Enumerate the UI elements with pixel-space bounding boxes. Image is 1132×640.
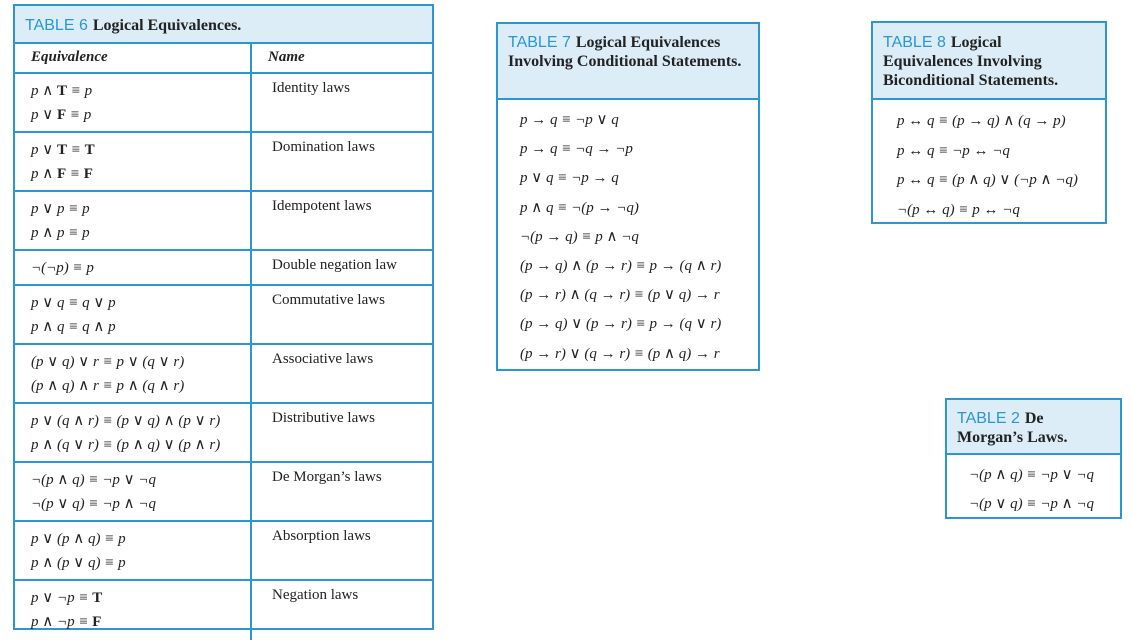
table-row <box>15 286 432 345</box>
equivalence-formula: ¬(p ∧ q) ≡ ¬p ∨ ¬q <box>969 467 1094 483</box>
law-name-cell: Idempotent laws <box>272 198 372 214</box>
equivalence-cell <box>15 251 252 284</box>
table-row <box>15 522 432 581</box>
equivalence-formula: (p ∨ q) ∨ r ≡ p ∨ (q ∨ r) <box>31 354 185 370</box>
table-6-logical-equivalences <box>13 4 434 630</box>
equivalence-formula: p ∧ ¬p ≡ F <box>31 614 102 630</box>
equivalence-formula: p ∨ q ≡ q ∨ p <box>31 295 116 311</box>
equivalence-formula: p ∨ (q ∧ r) ≡ (p ∨ q) ∧ (p ∨ r) <box>31 413 221 429</box>
equivalence-formula: p ∨ T ≡ T <box>31 142 95 158</box>
equivalence-cell <box>15 581 252 640</box>
equivalence-formula: p ∨ q ≡ ¬p → q <box>520 170 619 187</box>
equivalence-formula: ¬(¬p) ≡ p <box>31 260 94 276</box>
law-name-cell: Double negation law <box>272 257 397 273</box>
table-7-header <box>498 24 758 100</box>
equivalence-formula: ¬(p ∨ q) ≡ ¬p ∧ ¬q <box>969 496 1094 512</box>
equivalence-cell <box>15 133 252 190</box>
table-row <box>15 192 432 251</box>
equivalence-formula: p ∨ p ≡ p <box>31 201 90 217</box>
table-7-body <box>498 100 758 369</box>
table-8-body <box>873 100 1105 225</box>
table-8-tag: TABLE 8 <box>883 34 946 51</box>
equivalence-formula: ¬(p → q) ≡ p ∧ ¬q <box>520 228 639 245</box>
law-name-cell: De Morgan’s laws <box>272 469 382 485</box>
table-2-de-morgans-laws <box>945 398 1122 519</box>
law-name-cell: Commutative laws <box>272 292 385 308</box>
equivalence-formula: p ∧ (p ∨ q) ≡ p <box>31 555 126 571</box>
table-2-header <box>947 400 1120 455</box>
equivalence-formula: (p → q) ∨ (p → r) ≡ p → (q ∨ r) <box>520 316 722 333</box>
table-7-caption: Logical Equivalences Involving Conditional Statements. <box>508 34 742 70</box>
table-row <box>15 74 432 133</box>
table-2-body <box>947 455 1120 519</box>
equivalence-formula: p ↔ q ≡ (p → q) ∧ (q → p) <box>897 113 1066 129</box>
table-6-header <box>15 6 432 44</box>
table-8-biconditional-equivalences <box>871 21 1107 224</box>
table-row <box>15 463 432 522</box>
equivalence-cell <box>15 404 252 461</box>
law-name-cell: Identity laws <box>272 80 350 96</box>
equivalence-formula: (p → q) ∧ (p → r) ≡ p → (q ∧ r) <box>520 258 722 275</box>
table-6-tag: TABLE 6 <box>25 17 88 34</box>
equivalence-formula: (p → r) ∨ (q → r) ≡ (p ∧ q) → r <box>520 345 720 362</box>
table-8-header <box>873 23 1105 100</box>
equivalence-formula: p ∨ (p ∧ q) ≡ p <box>31 531 126 547</box>
equivalence-formula: p ∧ F ≡ F <box>31 166 93 182</box>
equivalence-formula: p ↔ q ≡ ¬p ↔ ¬q <box>897 142 1010 159</box>
table-row <box>15 133 432 192</box>
equivalence-formula: p ∨ F ≡ p <box>31 107 92 123</box>
equivalence-formula: p ∧ T ≡ p <box>31 83 93 99</box>
table-7-tag: TABLE 7 <box>508 34 571 51</box>
equivalence-formula: p ∧ p ≡ p <box>31 225 90 241</box>
equivalence-formula: (p → r) ∧ (q → r) ≡ (p ∨ q) → r <box>520 287 720 304</box>
table-row <box>15 251 432 286</box>
equivalence-formula: ¬(p ∧ q) ≡ ¬p ∨ ¬q <box>31 472 156 488</box>
equivalence-formula: p ↔ q ≡ (p ∧ q) ∨ (¬p ∧ ¬q) <box>897 172 1078 188</box>
table-8-caption: Logical Equivalences Involving Biconditional Statements. <box>883 34 1059 89</box>
table-row <box>15 404 432 463</box>
equivalence-cell <box>15 463 252 520</box>
equivalence-formula: (p ∧ q) ∧ r ≡ p ∧ (q ∧ r) <box>31 378 185 394</box>
law-name-cell: Absorption laws <box>272 528 371 544</box>
equivalence-formula: p ∧ q ≡ ¬(p → ¬q) <box>520 199 639 216</box>
equivalence-cell <box>15 192 252 249</box>
column-header-name: Name <box>268 49 305 65</box>
equivalence-formula: p ∨ ¬p ≡ T <box>31 590 103 606</box>
table-2-caption: De Morgan’s Laws. <box>957 410 1068 446</box>
table-6-caption: Logical Equivalences. <box>92 17 242 34</box>
table-2-tag: TABLE 2 <box>957 410 1020 427</box>
equivalence-cell <box>15 345 252 402</box>
equivalence-cell <box>15 74 252 131</box>
equivalence-formula: p ∧ (q ∨ r) ≡ (p ∧ q) ∨ (p ∧ r) <box>31 437 221 453</box>
table-7-conditional-equivalences <box>496 22 760 371</box>
equivalence-formula: p → q ≡ ¬q → ¬p <box>520 141 633 158</box>
equivalence-cell <box>15 286 252 343</box>
table-6-column-headers <box>15 44 432 74</box>
equivalence-cell <box>15 522 252 579</box>
law-name-cell: Domination laws <box>272 139 375 155</box>
column-header-equivalence: Equivalence <box>15 44 252 72</box>
table-row <box>15 345 432 404</box>
equivalence-formula: p → q ≡ ¬p ∨ q <box>520 112 619 128</box>
table-6-body <box>15 74 432 640</box>
equivalence-formula: ¬(p ↔ q) ≡ p ↔ ¬q <box>897 201 1020 218</box>
law-name-cell: Negation laws <box>272 587 359 603</box>
equivalence-formula: ¬(p ∨ q) ≡ ¬p ∧ ¬q <box>31 496 156 512</box>
law-name-cell: Distributive laws <box>272 410 375 426</box>
table-row <box>15 581 432 640</box>
equivalence-formula: p ∧ q ≡ q ∧ p <box>31 319 116 335</box>
law-name-cell: Associative laws <box>272 351 374 367</box>
